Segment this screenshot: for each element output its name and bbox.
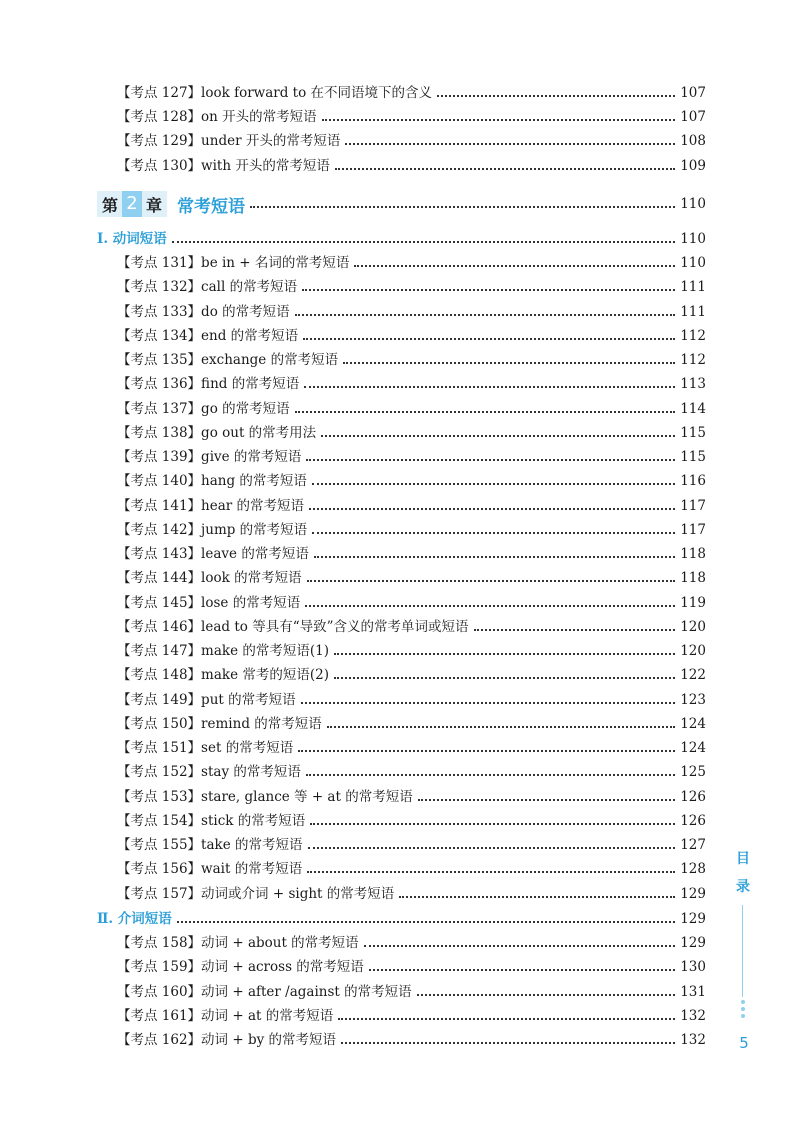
entry-label: 【考点 160】动词 + after /against 的常考短语 — [117, 983, 412, 1000]
toc-entry[interactable] — [117, 785, 706, 809]
leader-dots — [334, 677, 675, 679]
toc-entry[interactable] — [117, 494, 706, 518]
toc-entry[interactable] — [117, 833, 706, 857]
toc-entry[interactable] — [117, 469, 706, 493]
toc-entry[interactable] — [117, 712, 706, 736]
entry-page: 118 — [680, 570, 706, 587]
leader-dots — [343, 362, 675, 364]
toc-entry[interactable] — [117, 300, 706, 324]
entry-page: 113 — [680, 376, 706, 393]
entry-label: 【考点 157】动词或介词 + sight 的常考短语 — [117, 885, 395, 902]
leader-dots — [309, 508, 675, 510]
entry-page: 129 — [680, 885, 706, 902]
entry-page: 115 — [680, 424, 706, 441]
leader-dots — [298, 750, 675, 752]
entry-label: 【考点 151】set 的常考短语 — [117, 740, 294, 756]
toc-entry[interactable] — [117, 81, 706, 105]
leader-dots — [312, 483, 675, 485]
entry-label: 【考点 143】leave 的常考短语 — [117, 546, 309, 562]
leader-dots — [306, 459, 675, 461]
toc-entry[interactable] — [117, 663, 706, 687]
entry-page: 112 — [680, 352, 706, 368]
toc-entry[interactable] — [117, 397, 706, 421]
entry-page: 123 — [680, 691, 706, 708]
entry-label: 【考点 132】call 的常考短语 — [117, 279, 298, 296]
page-number: 5 — [739, 1034, 749, 1052]
entry-label: 【考点 142】jump 的常考短语 — [117, 521, 308, 538]
entry-page: 112 — [680, 327, 706, 344]
toc-entry[interactable] — [117, 348, 706, 372]
entry-label: 【考点 140】hang 的常考短语 — [117, 473, 307, 490]
entry-label: 【考点 150】remind 的常考短语 — [117, 715, 322, 732]
entry-label: 【考点 129】under 开头的常考短语 — [117, 133, 341, 150]
entry-label: 【考点 154】stick 的常考短语 — [117, 812, 306, 829]
entry-label: 【考点 134】end 的常考短语 — [117, 327, 299, 344]
leader-dots — [364, 945, 675, 947]
dot-icon — [741, 1014, 745, 1018]
dot-icon — [741, 1000, 745, 1004]
leader-dots — [310, 823, 675, 825]
leader-dots — [399, 896, 675, 898]
leader-dots — [327, 726, 675, 728]
entry-label: 【考点 130】with 开头的常考短语 — [117, 157, 330, 174]
entry-page: 114 — [680, 400, 706, 417]
leader-dots — [322, 119, 675, 121]
leader-dots — [341, 1042, 675, 1044]
entry-page: 120 — [680, 618, 706, 635]
entry-label: 【考点 158】动词 + about 的常考短语 — [117, 935, 359, 951]
entry-label: 【考点 156】wait 的常考短语 — [117, 861, 303, 878]
entry-page: 119 — [680, 594, 706, 611]
toc-entry[interactable] — [117, 688, 706, 712]
entry-page: 108 — [680, 133, 706, 150]
entry-label: 【考点 133】do 的常考短语 — [117, 303, 290, 320]
entry-label: 【考点 155】take 的常考短语 — [117, 837, 303, 853]
leader-dots — [306, 774, 675, 776]
leader-dots — [307, 871, 675, 873]
entry-page: 116 — [680, 473, 706, 490]
toc-entry[interactable] — [117, 154, 706, 178]
leader-dots — [418, 799, 675, 801]
side-tab-char: 录 — [736, 879, 750, 895]
leader-dots — [312, 532, 675, 534]
leader-dots — [474, 629, 676, 631]
entry-page: 111 — [680, 279, 706, 296]
toc-entry[interactable] — [117, 760, 706, 784]
leader-dots — [305, 605, 675, 607]
leader-dots — [314, 556, 675, 558]
section-label: Ⅱ. 介词短语 — [97, 911, 172, 927]
entry-label: 【考点 148】make 常考的短语(2) — [117, 667, 329, 684]
entry-page: 130 — [680, 959, 706, 976]
entry-label: 【考点 137】go 的常考短语 — [117, 400, 290, 417]
entry-label: 【考点 159】动词 + across 的常考短语 — [117, 959, 364, 976]
leader-dots — [303, 338, 675, 340]
toc-entry[interactable] — [117, 639, 706, 663]
entry-page: 126 — [680, 788, 706, 805]
side-tab-char: 目 — [736, 851, 750, 867]
leader-dots — [437, 95, 675, 97]
entry-page: 110 — [680, 255, 706, 271]
toc-entry[interactable] — [117, 372, 706, 396]
entry-page: 111 — [680, 303, 706, 320]
entry-page: 128 — [680, 861, 706, 878]
entry-label: 【考点 131】be in + 名词的常考短语 — [117, 255, 350, 271]
entry-page: 132 — [680, 1007, 706, 1024]
leader-dots — [302, 289, 675, 291]
entry-label: 【考点 161】动词 + at 的常考短语 — [117, 1007, 334, 1024]
leader-dots — [177, 921, 675, 923]
toc-entry[interactable] — [117, 518, 706, 542]
entry-page: 120 — [680, 643, 706, 659]
leader-dots — [335, 168, 675, 170]
toc-entry[interactable] — [117, 736, 706, 760]
dot-icon — [741, 1007, 745, 1011]
leader-dots — [354, 265, 675, 267]
section-page: 110 — [680, 231, 706, 247]
toc-entry[interactable] — [117, 566, 706, 590]
toc-entry[interactable] — [117, 591, 706, 615]
section-heading-prepositional-phrases[interactable] — [97, 907, 706, 931]
leader-dots — [338, 1018, 675, 1020]
chapter-badge — [97, 191, 167, 217]
leader-dots — [417, 994, 675, 996]
entry-label: 【考点 152】stay 的常考短语 — [117, 764, 301, 781]
toc-entry[interactable] — [117, 931, 706, 955]
chapter-prefix: 第 — [102, 195, 119, 215]
entry-label: 【考点 139】give 的常考短语 — [117, 449, 302, 465]
entry-label: 【考点 135】exchange 的常考短语 — [117, 352, 339, 368]
leader-dots — [304, 386, 675, 388]
section-label: Ⅰ. 动词短语 — [97, 231, 167, 247]
entry-label: 【考点 144】look 的常考短语 — [117, 570, 302, 587]
entry-page: 115 — [680, 449, 706, 465]
toc-entry[interactable] — [117, 324, 706, 348]
leader-dots — [308, 847, 676, 849]
entry-label: 【考点 162】动词 + by 的常考短语 — [117, 1032, 337, 1048]
toc-entry[interactable] — [117, 105, 706, 129]
entry-label: 【考点 141】hear 的常考短语 — [117, 497, 305, 514]
toc-entry[interactable] — [117, 615, 706, 639]
chapter-title: 常考短语 — [177, 196, 246, 217]
chapter-number: 2 — [122, 191, 142, 217]
toc-entry[interactable] — [117, 809, 706, 833]
leader-dots — [295, 411, 675, 413]
toc-entry[interactable] — [117, 1004, 706, 1028]
side-divider-line — [742, 905, 743, 997]
leader-dots — [345, 143, 675, 145]
entry-label: 【考点 136】find 的常考短语 — [117, 376, 300, 393]
toc-entry[interactable] — [117, 421, 706, 445]
leader-dots — [321, 435, 675, 437]
leader-dots — [250, 206, 675, 208]
entry-page: 129 — [680, 935, 706, 951]
toc-entry[interactable] — [117, 980, 706, 1004]
entry-label: 【考点 145】lose 的常考短语 — [117, 594, 301, 611]
entry-page: 125 — [680, 764, 706, 781]
entry-page: 124 — [680, 740, 706, 756]
entry-page: 132 — [680, 1032, 706, 1048]
entry-label: 【考点 149】put 的常考短语 — [117, 691, 296, 708]
leader-dots — [295, 314, 675, 316]
entry-page: 122 — [680, 667, 706, 684]
entry-label: 【考点 146】lead to 等具有“导致”含义的常考单词或短语 — [117, 618, 469, 635]
entry-page: 109 — [680, 157, 706, 174]
chapter-suffix: 章 — [146, 195, 163, 215]
toc-entry[interactable] — [117, 129, 706, 153]
side-tab-contents — [733, 848, 753, 904]
chapter-page: 110 — [680, 196, 706, 212]
entry-page: 127 — [680, 837, 706, 853]
entry-page: 107 — [680, 85, 706, 101]
entry-page: 124 — [680, 715, 706, 732]
entry-page: 117 — [680, 521, 706, 538]
entry-label: 【考点 153】stare, glance 等 + at 的常考短语 — [117, 788, 413, 805]
entry-label: 【考点 138】go out 的常考用法 — [117, 424, 317, 441]
toc-entry[interactable] — [117, 1028, 706, 1052]
entry-page: 107 — [680, 109, 706, 126]
toc-entry[interactable] — [117, 955, 706, 979]
leader-dots — [301, 702, 675, 704]
side-dots-decoration — [739, 1000, 747, 1021]
toc-entry[interactable] — [117, 275, 706, 299]
toc-entry[interactable] — [117, 542, 706, 566]
toc-entry[interactable] — [117, 445, 706, 469]
entry-label: 【考点 128】on 开头的常考短语 — [117, 109, 317, 126]
toc-entry[interactable] — [117, 882, 706, 906]
toc-entry[interactable] — [117, 857, 706, 881]
section-heading-verb-phrases[interactable] — [97, 227, 706, 251]
entry-page: 118 — [680, 546, 706, 562]
entry-page: 131 — [680, 983, 706, 1000]
entry-page: 126 — [680, 812, 706, 829]
entry-label: 【考点 147】make 的常考短语(1) — [117, 643, 329, 659]
chapter-heading[interactable] — [97, 190, 706, 218]
leader-dots — [307, 580, 675, 582]
entry-page: 117 — [680, 497, 706, 514]
toc-entry[interactable] — [117, 251, 706, 275]
section-page: 129 — [680, 911, 706, 927]
leader-dots — [369, 969, 675, 971]
leader-dots — [334, 653, 675, 655]
entry-label: 【考点 127】look forward to 在不同语境下的含义 — [117, 85, 433, 101]
leader-dots — [172, 241, 675, 243]
